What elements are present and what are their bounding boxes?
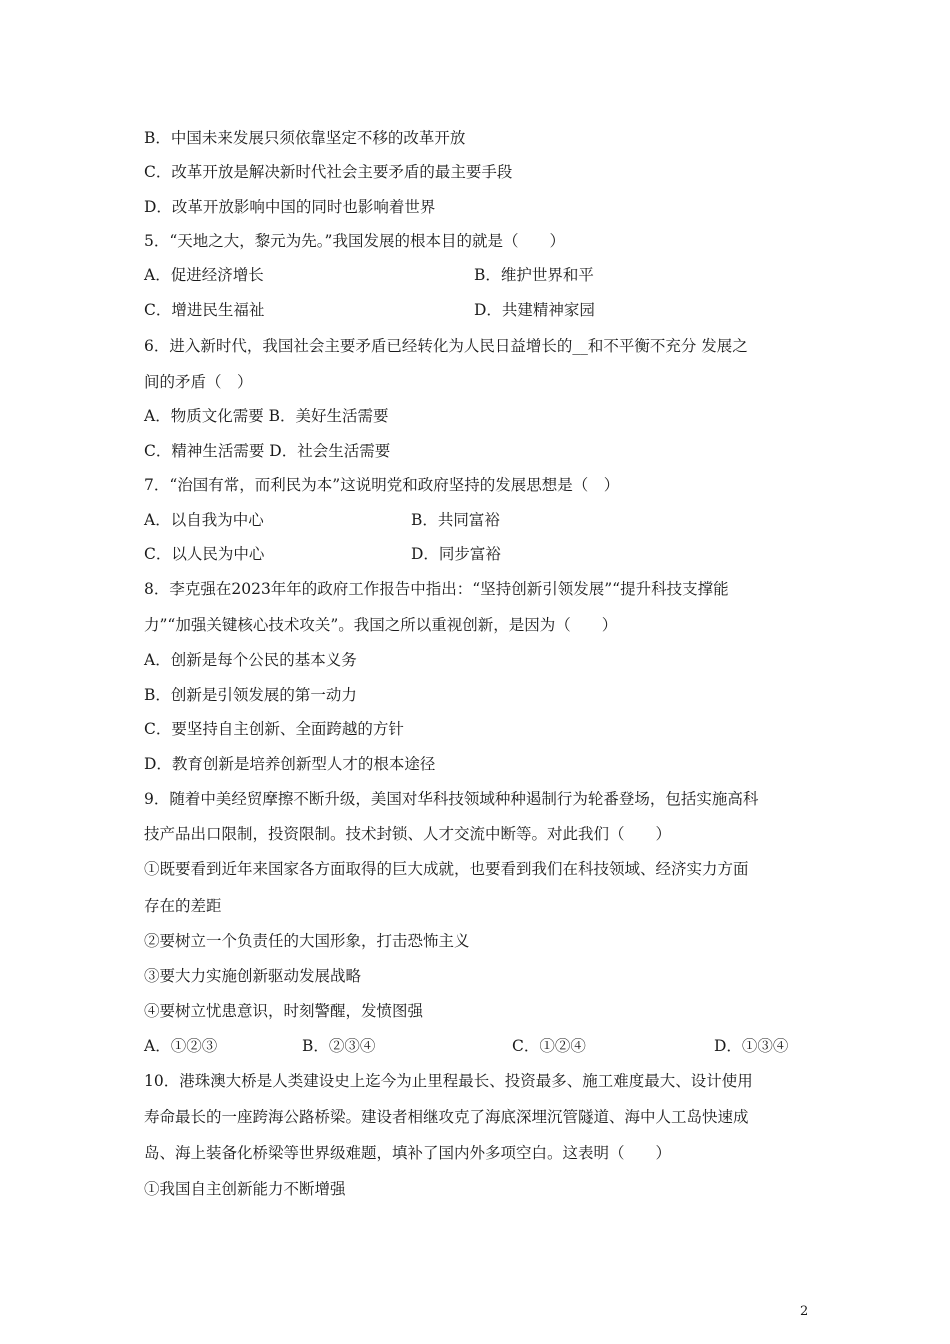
q10-stem-line2: 寿命最长的一座跨海公路桥梁。建设者相继攻克了海底深埋沉管隧道、海中人工岛快速成 [144,1108,749,1126]
q9-item1-line1: ①既要看到近年来国家各方面取得的巨大成就，也要看到我们在科技领域、经济实力方面 [144,860,749,878]
q9-option-b: B．②③④ [302,1037,376,1055]
q6-stem-line1: 6．进入新时代，我国社会主要矛盾已经转化为人民日益增长的__和不平衡不充分 发展之 [144,337,748,355]
q9-item2: ②要树立一个负责任的大国形象，打击恐怖主义 [144,932,470,950]
q8-option-a: A．创新是每个公民的基本义务 [144,651,357,669]
q7-stem: 7．“治国有常，而利民为本”这说明党和政府坚持的发展思想是（ ） [144,476,620,494]
q7-option-d: D．同步富裕 [411,545,501,563]
q4-option-c: C．改革开放是解决新时代社会主要矛盾的最主要手段 [144,163,513,181]
q6-options-cd: C．精神生活需要 D．社会生活需要 [144,442,391,460]
q6-stem-line2: 间的矛盾（ ） [144,373,253,391]
q10-stem-line3: 岛、海上装备化桥梁等世界级难题，填补了国内外多项空白。这表明（ ） [144,1144,672,1162]
q9-option-c: C．①②④ [512,1037,586,1055]
q8-stem-line2: 力”“加强关键核心技术攻关”。我国之所以重视创新，是因为（ ） [144,616,618,634]
q9-item3: ③要大力实施创新驱动发展战略 [144,967,362,985]
q10-stem-line1: 10．港珠澳大桥是人类建设史上迄今为止里程最长、投资最多、施工难度最大、设计使用 [144,1072,753,1090]
q9-stem-line1: 9．随着中美经贸摩擦不断升级，美国对华科技领域种种遏制行为轮番登场，包括实施高科 [144,790,759,808]
q8-option-b: B．创新是引领发展的第一动力 [144,686,357,704]
q9-stem-line2: 技产品出口限制，投资限制。技术封锁、人才交流中断等。对此我们（ ） [144,825,672,843]
q5-option-c: C．增进民生福祉 [144,301,265,319]
q5-option-b: B．维护世界和平 [474,266,594,284]
q10-item1: ①我国自主创新能力不断增强 [144,1180,346,1198]
q4-option-b: B．中国未来发展只须依靠坚定不移的改革开放 [144,129,466,147]
q8-option-d: D．教育创新是培养创新型人才的根本途径 [144,755,436,773]
q8-stem-line1: 8．李克强在2023年年的政府工作报告中指出：“坚持创新引领发展”“提升科技支撑能 [144,580,729,598]
q7-option-c: C．以人民为中心 [144,545,265,563]
q6-options-ab: A．物质文化需要 B．美好生活需要 [144,407,389,425]
q7-option-a: A．以自我为中心 [144,511,264,529]
q9-option-a: A．①②③ [144,1037,218,1055]
q9-item1-line2: 存在的差距 [144,897,222,915]
q5-option-d: D．共建精神家园 [474,301,595,319]
q7-option-b: B．共同富裕 [411,511,500,529]
page-number: 2 [800,1304,809,1319]
q8-option-c: C．要坚持自主创新、全面跨越的方针 [144,720,404,738]
q4-option-d: D．改革开放影响中国的同时也影响着世界 [144,198,436,216]
q9-item4: ④要树立忧患意识，时刻警醒，发愤图强 [144,1002,424,1020]
q5-stem: 5．“天地之大，黎元为先。”我国发展的根本目的就是（ ） [144,232,565,250]
q5-option-a: A．促进经济增长 [144,266,264,284]
q9-option-d: D．①③④ [714,1037,789,1055]
